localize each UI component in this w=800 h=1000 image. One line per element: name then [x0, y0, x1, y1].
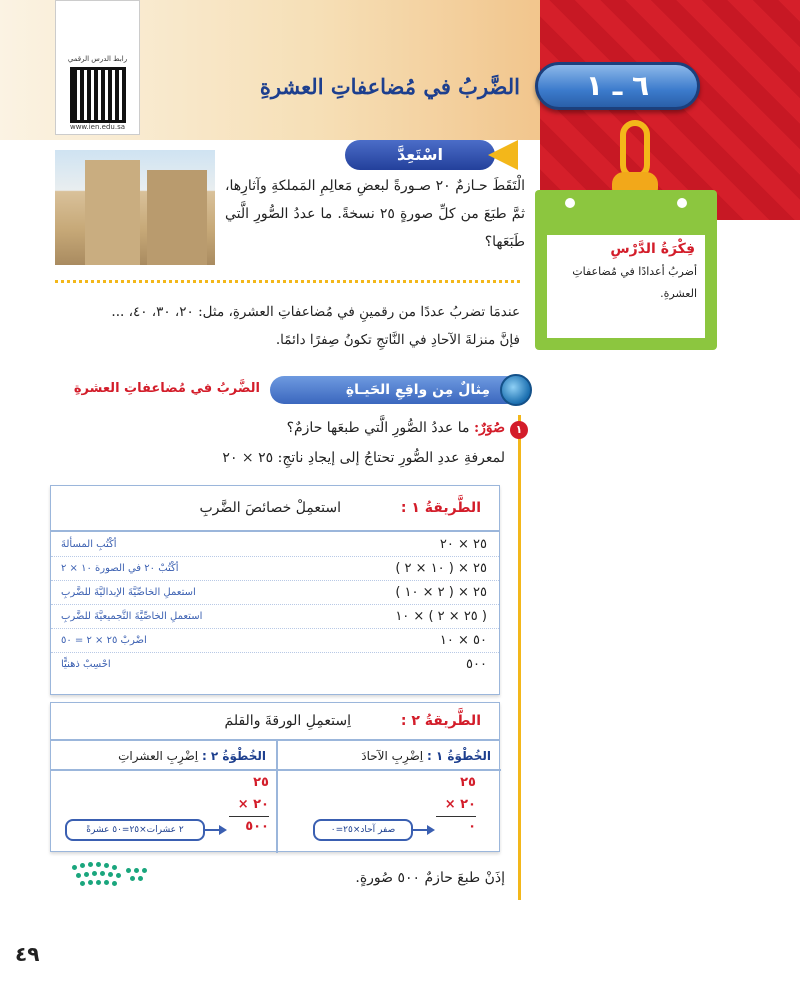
method-2-label: الطَّريقةُ ٢ :: [400, 713, 481, 729]
step-expression: ٥٠٠: [466, 657, 487, 672]
step-note: اضْربْ ٢٥ × ٢ = ٥٠: [61, 635, 147, 646]
arrow-icon: [427, 825, 435, 835]
question-label: صُوَرٌ:: [473, 420, 505, 436]
question-text: ما عددُ الصُّورِ الَّتي طبعَها حازمٌ؟: [286, 420, 470, 436]
get-ready-text: الْتَقَطَ حـازمٌ ٢٠ صـورةً لبعضِ مَعالِمِ المَملكةِ وآثارِها، ثمَّ طبَعَ من كلِّ صورةٍ ٢٥ نسخةً. ما عددُ الصُّورِ الَّتي طَبَعَها؟: [225, 178, 525, 250]
arrow-line: [205, 829, 219, 831]
method-1-header: [51, 486, 499, 532]
page-number: ٤٩: [15, 942, 40, 966]
step-2-header: [51, 741, 276, 771]
step-1-text: اِضْرِبِ الآحادَ: [361, 749, 424, 763]
table-row: [51, 654, 499, 677]
card-hole-icon: [565, 198, 575, 208]
step-2-multiplier: × ٢٠: [237, 797, 269, 812]
red-corner-block: [540, 0, 800, 220]
fort-tower: [85, 160, 140, 265]
intro-line: عندمَا تضربُ عددًا من رقمينِ في مُضاعفاتِ العشرةِ، مثل: ٢٠، ٣٠، ٤٠، ...: [111, 304, 520, 320]
qr-code-icon[interactable]: [70, 67, 126, 123]
question-line: [195, 420, 505, 436]
lesson-idea-text: أضربُ أعدادًا في مُضاعفاتِ العشرةِ.: [572, 265, 697, 300]
table-row: [51, 606, 499, 629]
lesson-idea-card: [535, 190, 717, 350]
step-1-multiplier: × ٢٠: [444, 797, 476, 812]
example-subtitle: الضَّربُ في مُضاعفاتِ العشرةِ: [73, 381, 260, 396]
step-2-text: اِضْرِبِ العشراتِ: [118, 749, 199, 763]
dotted-divider: [55, 280, 520, 283]
intro-paragraph: [55, 298, 520, 354]
step-note: استعملِ الخاصِّيَّةَ الإبداليَّةَ للضَّربِ: [61, 587, 196, 598]
lesson-idea-panel: [547, 235, 705, 338]
step-note: أكْتُبْ ٢٠ في الصورة ١٠ × ٢: [61, 563, 179, 574]
example-number-badge: ١: [510, 421, 528, 439]
table-row: [51, 558, 499, 581]
sum-line: [229, 816, 269, 817]
method-2-title: اِستعمِلِ الورقةَ والقلمَ: [224, 713, 351, 729]
step-1-multiplicand: ٢٥: [460, 775, 476, 790]
method-1-label: الطَّريقةُ ١ :: [400, 500, 481, 516]
step-note: أكْتُبِ المسألةَ: [61, 539, 117, 550]
get-ready-label: اسْتَعِدَّ: [345, 140, 495, 170]
method-1-title: استعمِلْ خصائصَ الضَّربِ: [199, 500, 341, 516]
fort-photo: [55, 150, 215, 265]
step-note: احْسِبْ ذهنيًّا: [61, 659, 111, 670]
step-2-label: الخُطْوَةُ ٢ :: [201, 749, 266, 763]
table-row: [51, 582, 499, 605]
lesson-title: الضَّربُ في مُضاعفاتِ العشرةِ: [259, 74, 520, 99]
card-hole-icon: [677, 198, 687, 208]
table-row: [51, 630, 499, 653]
lesson-idea-title: فِكْرَةُ الدَّرْسِ: [610, 241, 695, 257]
lesson-number-badge: ٦ ـ ١: [535, 62, 700, 110]
step-2-result: ٥٠٠: [245, 819, 269, 834]
arrow-line: [413, 829, 427, 831]
step-expression: ٥٠ × ١٠: [439, 633, 487, 648]
question-hint: لمعرفةِ عددِ الصُّورِ تحتاجُ إلى إيجادِ ناتجِ: ٢٥ × ٢٠: [222, 450, 505, 466]
fort-wall: [147, 170, 207, 265]
step-1-note: صفر آحاد×٢٥=٠: [313, 819, 413, 841]
step-1-label: الخُطْوَةُ ١ :: [426, 749, 491, 763]
arrow-icon: [488, 140, 518, 170]
step-1-result: ٠: [468, 819, 476, 834]
step-expression: ٢٥ × ٢٠: [439, 537, 487, 552]
intro-line: فإنَّ منزلةَ الآحادِ في النَّاتجِ تكونُ صِفرًا دائمًا.: [275, 332, 520, 348]
step-expression: ٢٥ × ( ١٠ × ٢ ): [395, 561, 487, 576]
step-note: استعملِ الخاصِّيَّةَ التَّجميعيَّةَ للضَّربِ: [61, 611, 203, 622]
qr-title: رابط الدرس الرقمي: [67, 55, 128, 63]
example-side-line: [518, 415, 521, 900]
column-divider: [276, 741, 278, 853]
step-expression: ٢٥ × ( ٢ × ١٠ ): [395, 585, 487, 600]
method-1-box: [50, 485, 500, 695]
conclusion-text: إذَنْ طبعَ حازمٌ ٥٠٠ صُورةٍ.: [355, 870, 505, 886]
sum-line: [436, 816, 476, 817]
step-2-note: ٢ عشرات×٢٥=٥٠ عشرةً: [65, 819, 205, 841]
method-2-box: [50, 702, 500, 852]
qr-url: www.ien.edu.sa: [69, 123, 126, 131]
ministry-logo-icon: [70, 860, 160, 890]
globe-icon: [500, 374, 532, 406]
arrow-icon: [219, 825, 227, 835]
step-1-header: [278, 741, 501, 771]
step-2-multiplicand: ٢٥: [253, 775, 269, 790]
method-2-header: [51, 703, 499, 741]
hanger-ring-icon: [620, 120, 650, 180]
example-label: مِثالٌ مِن واقِعِ الحَيـاةِ: [270, 376, 520, 404]
step-expression: ( ٢٥ × ٢ ) × ١٠: [395, 609, 487, 624]
table-row: [51, 534, 499, 557]
qr-card[interactable]: [55, 0, 140, 135]
